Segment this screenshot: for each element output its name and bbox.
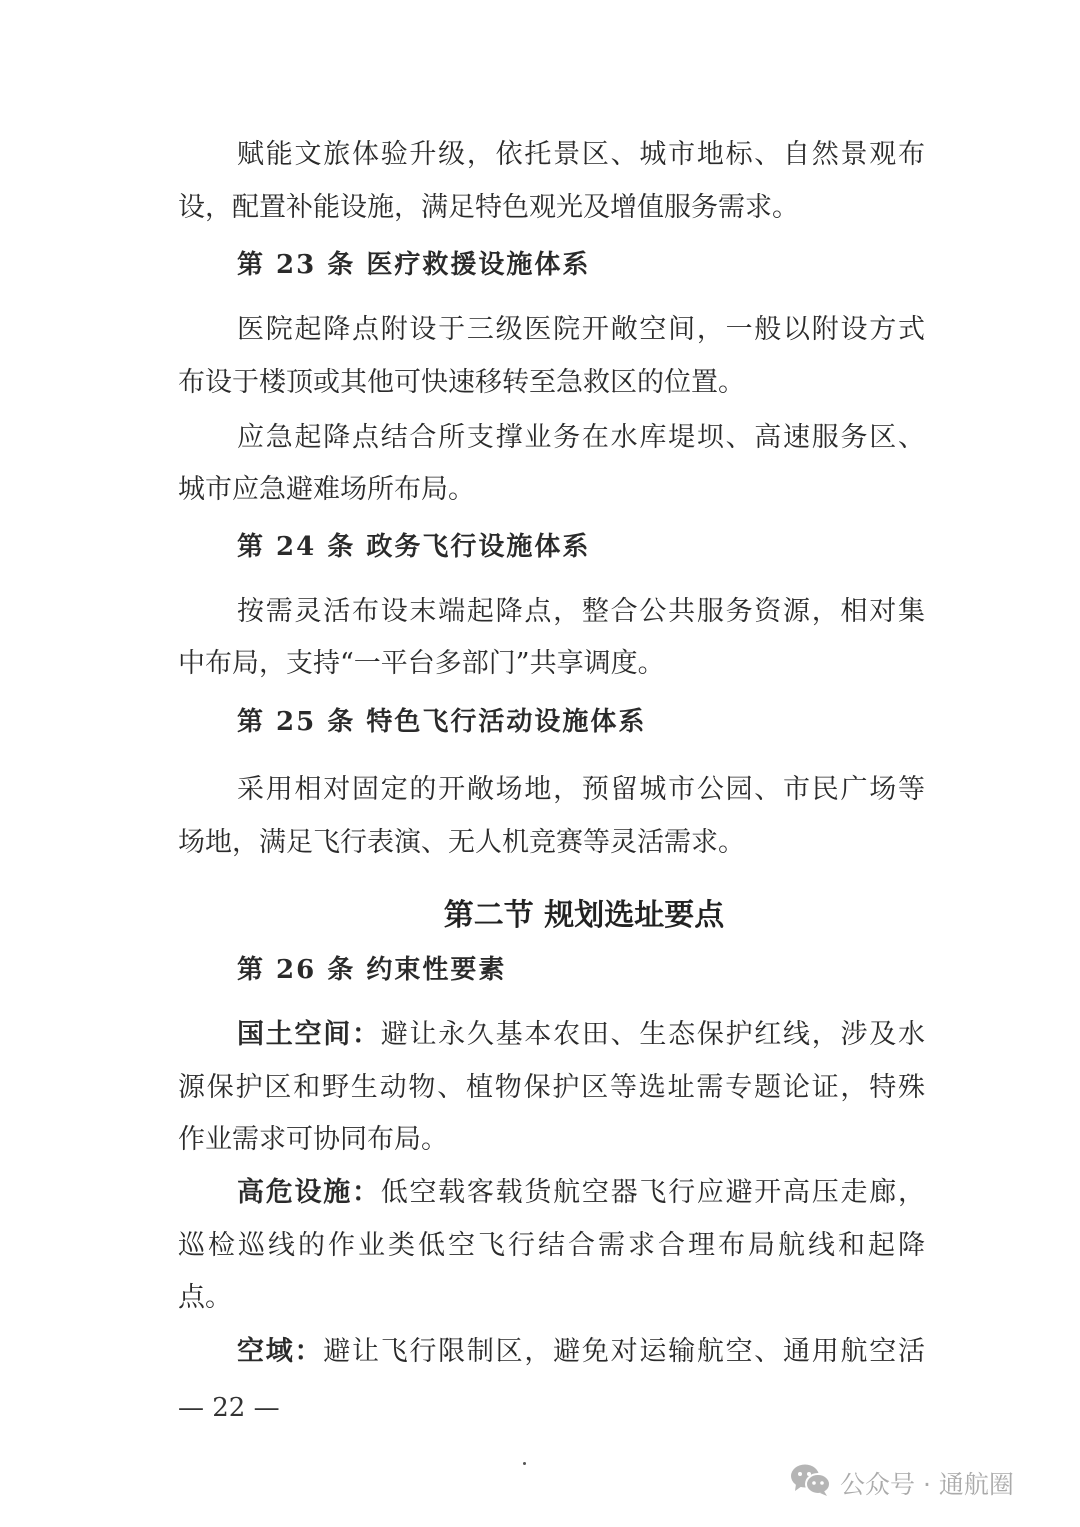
text-line: 源保护区和野生动物、植物保护区等选址需专题论证，特殊	[178, 1072, 925, 1103]
paragraph-label: 高危设施：	[237, 1177, 381, 1208]
article-24-heading: 第 24 条 政务飞行设施体系	[237, 532, 591, 562]
text-line: 医院起降点附设于三级医院开敞空间，一般以附设方式	[237, 314, 925, 345]
text-line: 城市应急避难场所布局。	[178, 474, 475, 505]
text-line: 布设于楼顶或其他可快速移转至急救区的位置。	[178, 367, 745, 398]
text-span: 避让永久基本农田、生态保护红线，涉及水	[380, 1019, 926, 1050]
text-line: 中布局，支持“一平台多部门”共享调度。	[178, 648, 665, 679]
article-26-heading: 第 26 条 约束性要素	[237, 955, 507, 985]
text-line: 采用相对固定的开敞场地，预留城市公园、市民广场等	[237, 774, 925, 805]
page-number: — 22 —	[178, 1393, 280, 1423]
paragraph-label: 空域：	[237, 1336, 324, 1367]
article-23-heading: 第 23 条 医疗救援设施体系	[237, 250, 591, 280]
text-line: 场地，满足飞行表演、无人机竞赛等灵活需求。	[178, 827, 745, 858]
text-line: 设，配置补能设施，满足特色观光及增值服务需求。	[178, 192, 799, 223]
section-heading: 第二节 规划选址要点	[443, 898, 725, 933]
text-line: 点。	[178, 1282, 232, 1313]
text-span: 避让飞行限制区，避免对运输航空、通用航空活	[323, 1336, 926, 1367]
text-line: 赋能文旅体验升级，依托景区、城市地标、自然景观布	[237, 139, 925, 170]
wechat-icon	[790, 1463, 832, 1503]
text-line: 按需灵活布设末端起降点，整合公共服务资源，相对集	[237, 596, 925, 627]
text-line	[237, 1015, 925, 1055]
text-line	[237, 1173, 925, 1213]
paragraph-label: 国土空间：	[237, 1019, 381, 1050]
text-line: 作业需求可协同布局。	[178, 1124, 448, 1155]
watermark	[790, 1463, 1014, 1503]
text-span: 低空载客载货航空器飞行应避开高压走廊，	[380, 1177, 926, 1208]
text-line	[237, 1332, 925, 1372]
article-25-heading: 第 25 条 特色飞行活动设施体系	[237, 707, 647, 737]
watermark-text: 公众号 · 通航圈	[840, 1470, 1014, 1499]
text-line: 应急起降点结合所支撑业务在水库堤坝、高速服务区、	[237, 422, 925, 453]
text-line: 巡检巡线的作业类低空飞行结合需求合理布局航线和起降	[178, 1230, 925, 1261]
scan-speck	[523, 1462, 526, 1465]
